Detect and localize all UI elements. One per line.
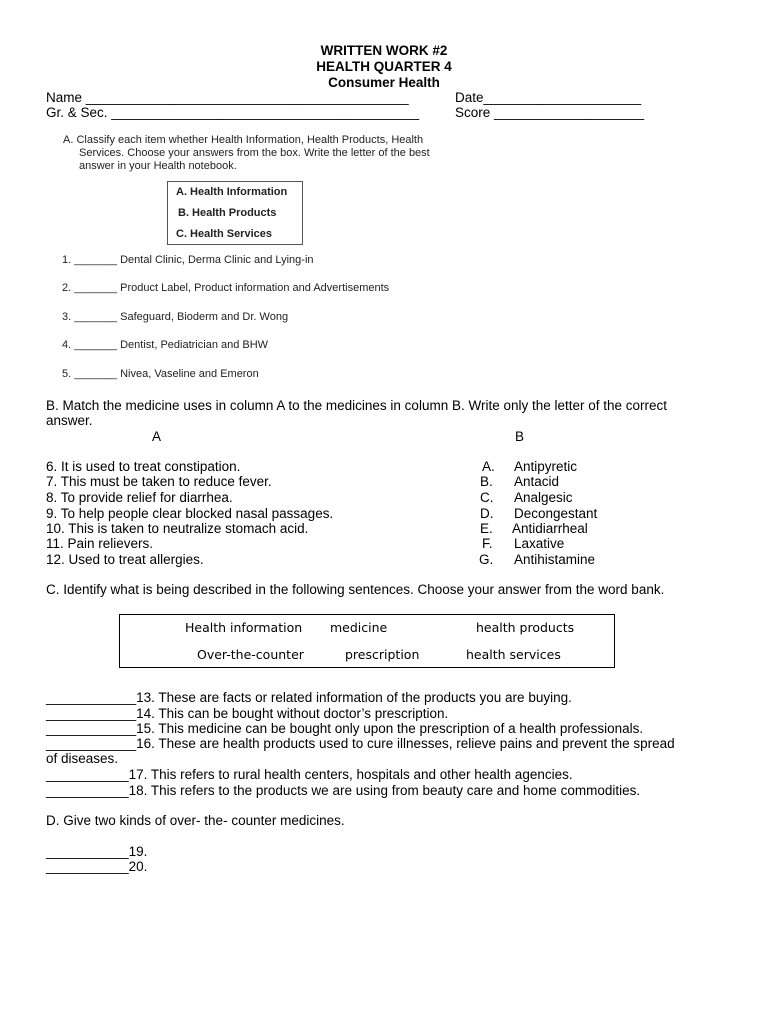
section-b-instruction-1: B. Match the medicine uses in column A to the medicines in column B. Write only the letter of the correct [46, 398, 668, 413]
column-b-header: B [515, 429, 525, 444]
choice-health-products: B. Health Products [178, 207, 277, 219]
choices-box [167, 181, 303, 245]
answer-letter-b: B. [480, 474, 493, 489]
match-item-12: 12. Used to treat allergies. [46, 552, 204, 567]
worksheet-title: WRITTEN WORK #2 [320, 43, 448, 58]
word-bank-box [119, 614, 615, 668]
name-field: Name ___________________________________________ [46, 90, 409, 105]
answer-letter-e: E. [480, 521, 493, 536]
answer-letter-c: C. [480, 490, 494, 505]
match-item-9: 9. To help people clear blocked nasal passages. [46, 506, 334, 521]
identify-item-15: ____________15. This medicine can be bought only upon the prescription of a health professionals. [46, 721, 644, 736]
match-item-10: 10. This is taken to neutralize stomach acid. [46, 521, 309, 536]
section-a-item-5: 5. _______ Nivea, Vaseline and Emeron [62, 368, 259, 380]
answer-letter-f: F. [482, 536, 493, 551]
identify-item-18: ___________18. This refers to the products we are using from beauty care and home commodities. [46, 783, 641, 798]
answer-analgesic: Analgesic [514, 490, 573, 505]
answer-antihistamine: Antihistamine [514, 552, 596, 567]
word-health-products: health products [476, 620, 575, 635]
identify-item-13: ____________13. These are facts or related information of the products you are buying. [46, 690, 572, 705]
answer-letter-d: D. [480, 506, 494, 521]
match-item-6: 6. It is used to treat constipation. [46, 459, 241, 474]
word-health-services: health services [466, 647, 561, 662]
quarter-title: HEALTH QUARTER 4 [316, 59, 452, 74]
subject-title: Consumer Health [328, 75, 440, 90]
section-a-instruction-2: Services. Choose your answers from the box. Write the letter of the best [79, 147, 430, 159]
answer-antipyretic: Antipyretic [514, 459, 578, 474]
section-c-instruction: C. Identify what is being described in the following sentences. Choose your answer from the word bank. [46, 582, 665, 597]
answer-decongestant: Decongestant [514, 506, 598, 521]
section-b-instruction-2: answer. [46, 413, 93, 428]
otc-item-20: ___________20. [46, 859, 148, 874]
grade-section-field: Gr. & Sec. _________________________________________ [46, 105, 420, 120]
choice-health-information: A. Health Information [176, 186, 288, 198]
answer-laxative: Laxative [514, 536, 565, 551]
answer-antacid: Antacid [514, 474, 560, 489]
answer-letter-g: G. [479, 552, 494, 567]
identify-item-16-cont: of diseases. [46, 751, 119, 766]
identify-item-16: ____________16. These are health products used to cure illnesses, relieve pains and prevent the spread [46, 736, 675, 751]
word-prescription: prescription [345, 647, 420, 662]
section-a-instruction-1: A. Classify each item whether Health Information, Health Products, Health [63, 134, 424, 146]
section-a-item-4: 4. _______ Dentist, Pediatrician and BHW [62, 339, 269, 351]
date-field: Date_____________________ [455, 90, 642, 105]
answer-letter-a: A. [482, 459, 495, 474]
match-item-8: 8. To provide relief for diarrhea. [46, 490, 233, 505]
section-a-item-2: 2. _______ Product Label, Product information and Advertisements [62, 282, 390, 294]
identify-item-17: ___________17. This refers to rural health centers, hospitals and other health agencies. [46, 767, 573, 782]
section-d-instruction: D. Give two kinds of over- the- counter medicines. [46, 813, 345, 828]
otc-item-19: ___________19. [46, 844, 148, 859]
match-item-7: 7. This must be taken to reduce fever. [46, 474, 272, 489]
column-a-header: A [152, 429, 162, 444]
section-a-instruction-3: answer in your Health notebook. [79, 160, 237, 172]
identify-item-14: ____________14. This can be bought without doctor’s prescription. [46, 706, 449, 721]
word-health-information: Health information [185, 620, 303, 635]
answer-antidiarrheal: Antidiarrheal [512, 521, 588, 536]
score-field: Score ____________________ [455, 105, 645, 120]
match-item-11: 11. Pain relievers. [46, 536, 154, 551]
word-over-the-counter: Over-the-counter [197, 647, 304, 662]
choice-health-services: C. Health Services [176, 228, 272, 240]
word-medicine: medicine [330, 620, 388, 635]
section-a-item-1: 1. _______ Dental Clinic, Derma Clinic and Lying-in [62, 254, 314, 266]
section-a-item-3: 3. _______ Safeguard, Bioderm and Dr. Wong [62, 311, 289, 323]
